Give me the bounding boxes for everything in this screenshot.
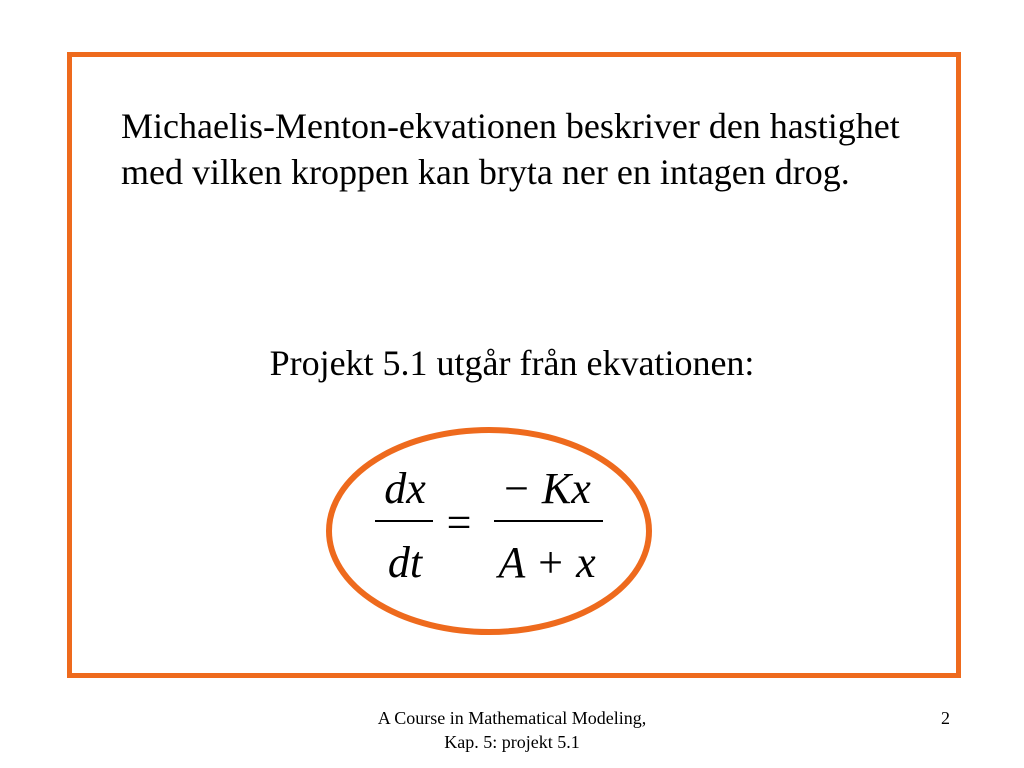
equation-figure (325, 425, 653, 637)
footer-line-chapter: Kap. 5: projekt 5.1 (444, 732, 580, 752)
lhs-denominator: dt (387, 538, 423, 587)
highlight-ellipse (329, 430, 649, 632)
intro-paragraph: Michaelis-Menton-ekvationen beskriver den hastighet med vilken kroppen kan bryta ner en intagen drog. (121, 106, 900, 192)
rhs-numerator: − Kx (501, 464, 591, 513)
page-number: 2 (941, 708, 950, 728)
footer-line-course: A Course in Mathematical Modeling, (377, 708, 647, 728)
footer-caption (362, 706, 662, 754)
equation-lead-in: Projekt 5.1 utgår från ekvationen: (269, 343, 755, 383)
rhs-denominator: A + x (498, 538, 596, 587)
equals-sign: = (446, 498, 472, 547)
lhs-numerator: dx (384, 464, 426, 513)
